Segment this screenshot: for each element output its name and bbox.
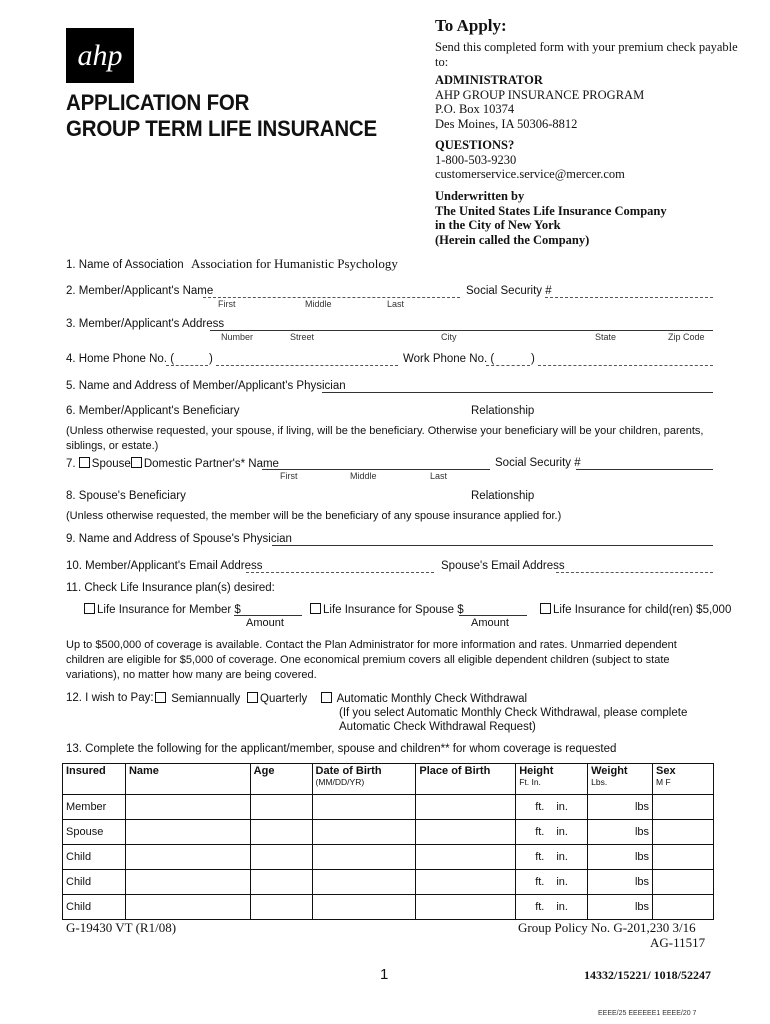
table-header-row — [63, 764, 714, 795]
col-insured: Insured — [63, 764, 126, 795]
row-insured-label: Spouse — [63, 820, 126, 845]
age-cell[interactable] — [250, 870, 312, 895]
quarterly-option — [247, 692, 307, 705]
q6-label: 6. Member/Applicant's Beneficiary — [66, 405, 240, 417]
spouse-ssn-field[interactable] — [576, 469, 713, 470]
underwriter-line: in the City of New York — [435, 218, 561, 232]
sub-first: First — [218, 299, 236, 309]
q7-number: 7. — [66, 458, 76, 470]
apply-instructions: Send this completed form with your premium check payable to: — [435, 40, 738, 69]
q8-label: 8. Spouse's Beneficiary — [66, 490, 186, 502]
pob-cell[interactable] — [416, 870, 516, 895]
auto-withdrawal-checkbox[interactable] — [321, 692, 332, 703]
age-cell[interactable] — [250, 895, 312, 920]
q3-label: 3. Member/Applicant's Address — [66, 318, 225, 330]
row-insured-label: Child — [63, 895, 126, 920]
auto-withdrawal-note: Automatic Check Withdrawal Request) — [339, 721, 536, 733]
name-cell[interactable] — [125, 795, 250, 820]
name-cell[interactable] — [125, 870, 250, 895]
member-plan-option — [84, 603, 241, 616]
q11-note: Up to $500,000 of coverage is available. Contact the Plan Administrator for more information and rates. Unmarried dependent children are eligible for $5,000 of coverage. One economical premium covers all eligible dependent children (subject to state variations), no matter how many are being covered. — [66, 639, 677, 681]
underwriter-line: Underwritten by — [435, 189, 525, 203]
table-row — [63, 895, 714, 920]
name-cell[interactable] — [125, 845, 250, 870]
quarterly-label: Quarterly — [260, 693, 308, 705]
child-plan-checkbox[interactable] — [540, 603, 551, 614]
form-number: G-19430 VT (R1/08) — [66, 920, 177, 935]
member-plan-label: Life Insurance for Member $ — [97, 604, 241, 616]
height-cell[interactable] — [516, 845, 588, 870]
member-amount-label: Amount — [246, 617, 284, 629]
work-phone-field[interactable] — [538, 365, 713, 366]
sub-middle: Middle — [350, 471, 377, 481]
sub-zip: Zip Code — [668, 332, 705, 342]
q7-label — [66, 457, 279, 470]
weight-cell[interactable] — [588, 870, 653, 895]
row-insured-label: Child — [63, 870, 126, 895]
admin-label: ADMINISTRATOR — [435, 73, 543, 87]
in-unit: in. — [556, 901, 568, 913]
questions-label: QUESTIONS? — [435, 138, 515, 152]
work-area-code-field[interactable] — [486, 365, 530, 366]
col-weight — [588, 764, 653, 795]
sex-cell[interactable] — [653, 870, 714, 895]
form-title-line1: APPLICATION FOR — [66, 90, 250, 115]
form-title-line2: GROUP TERM LIFE INSURANCE — [66, 116, 377, 141]
lbs-unit: lbs — [634, 801, 650, 813]
home-phone-field[interactable] — [216, 365, 398, 366]
spouse-amount-label: Amount — [471, 617, 509, 629]
auto-withdrawal-option — [321, 692, 527, 705]
col-sex-label: Sex — [656, 765, 676, 777]
in-unit: in. — [556, 801, 568, 813]
q1-label: 1. Name of Association — [66, 259, 184, 271]
member-plan-checkbox[interactable] — [84, 603, 95, 614]
auto-withdrawal-label: Automatic Monthly Check Withdrawal — [336, 693, 528, 705]
in-unit: in. — [556, 876, 568, 888]
name-cell[interactable] — [125, 820, 250, 845]
ft-unit: ft. — [535, 826, 545, 838]
col-height — [516, 764, 588, 795]
quarterly-checkbox[interactable] — [247, 692, 258, 703]
semiannual-checkbox[interactable] — [155, 692, 166, 703]
lbs-unit: lbs — [634, 851, 650, 863]
col-dob-sub: (MM/DD/YR) — [315, 777, 365, 787]
col-weight-label: Weight — [591, 765, 628, 777]
pob-cell[interactable] — [416, 820, 516, 845]
child-plan-label: Life Insurance for child(ren) $5,000 — [553, 604, 732, 616]
ag-number: AG-11517 — [650, 935, 706, 950]
lbs-unit: lbs — [634, 876, 650, 888]
row-insured-label: Member — [63, 795, 126, 820]
q5-label: 5. Name and Address of Member/Applicant's Physician — [66, 380, 346, 392]
table-row — [63, 820, 714, 845]
coverage-table — [62, 763, 714, 920]
col-sex-sub: M F — [656, 777, 671, 787]
footer-codes: 14332/15221/ 1018/52247 — [584, 968, 712, 982]
weight-cell[interactable] — [588, 895, 653, 920]
physician-field[interactable] — [322, 392, 713, 393]
domestic-partner-label: Domestic Partner's* Name — [143, 458, 279, 470]
email-address[interactable]: customerservice.service@mercer.com — [435, 167, 625, 181]
sex-cell[interactable] — [653, 820, 714, 845]
q9-label: 9. Name and Address of Spouse's Physician — [66, 533, 292, 545]
spouse-email-field[interactable] — [556, 572, 713, 573]
sub-first: First — [280, 471, 298, 481]
name-cell[interactable] — [125, 895, 250, 920]
age-cell[interactable] — [250, 820, 312, 845]
spouse-email-label: Spouse's Email Address — [441, 560, 565, 572]
col-age: Age — [250, 764, 312, 795]
spouse-name-field[interactable] — [262, 469, 490, 470]
q10-label: 10. Member/Applicant's Email Address — [66, 560, 263, 572]
q11-label: 11. Check Life Insurance plan(s) desired: — [66, 582, 275, 594]
q2-ssn-label: Social Security # — [466, 285, 552, 297]
sub-last: Last — [430, 471, 448, 481]
admin-line: AHP GROUP INSURANCE PROGRAM — [435, 88, 645, 102]
auto-withdrawal-note: (If you select Automatic Monthly Check Withdrawal, please complete — [339, 707, 688, 719]
lbs-unit: lbs — [634, 901, 650, 913]
weight-cell[interactable] — [588, 820, 653, 845]
sub-last: Last — [387, 299, 405, 309]
q13-label: 13. Complete the following for the applicant/member, spouse and children** for whom coverage is requested — [66, 743, 617, 755]
ft-unit: ft. — [535, 801, 545, 813]
dob-cell[interactable] — [312, 845, 416, 870]
sub-city: City — [441, 332, 457, 342]
ahp-logo: ahp — [66, 28, 134, 83]
semiannual-label: Semiannually — [171, 693, 241, 705]
pob-cell[interactable] — [416, 845, 516, 870]
col-height-label: Height — [519, 765, 554, 777]
height-cell[interactable] — [516, 895, 588, 920]
q8-relationship-label: Relationship — [471, 490, 535, 502]
member-email-field[interactable] — [246, 572, 434, 573]
col-dob — [312, 764, 416, 795]
spouse-plan-option — [310, 603, 464, 616]
dob-cell[interactable] — [312, 795, 416, 820]
q2-label: 2. Member/Applicant's Name — [66, 285, 214, 297]
paren-close: ) — [209, 353, 213, 365]
table-row — [63, 795, 714, 820]
member-address-field[interactable] — [210, 330, 713, 331]
sub-state: State — [595, 332, 617, 342]
admin-line: Des Moines, IA 50306-8812 — [435, 117, 578, 131]
dob-cell[interactable] — [312, 895, 416, 920]
member-ssn-field[interactable] — [545, 297, 713, 298]
q8-note: (Unless otherwise requested, the member will be the beneficiary of any spouse insurance applied for.) — [66, 510, 562, 522]
sub-number: Number — [221, 332, 254, 342]
ft-unit: ft. — [535, 901, 545, 913]
ft-unit: ft. — [535, 876, 545, 888]
pob-cell[interactable] — [416, 895, 516, 920]
height-cell[interactable] — [516, 820, 588, 845]
weight-cell[interactable] — [588, 795, 653, 820]
semiannual-option — [155, 692, 240, 705]
underwriter-line: (Herein called the Company) — [435, 233, 590, 247]
row-insured-label: Child — [63, 845, 126, 870]
footer-tiny-codes: EEEE/25 EEEEEE1 EEEE/20 7 — [598, 1010, 697, 1017]
q12-label: 12. I wish to Pay: — [66, 692, 154, 704]
table-row — [63, 845, 714, 870]
spouse-plan-label: Life Insurance for Spouse $ — [323, 604, 464, 616]
phone-number: 1-800-503-9230 — [435, 153, 517, 167]
in-unit: in. — [556, 851, 568, 863]
q4-label: 4. Home Phone No. ( — [66, 353, 175, 365]
height-cell[interactable] — [516, 870, 588, 895]
table-row — [63, 870, 714, 895]
q6-relationship-label: Relationship — [471, 405, 535, 417]
col-weight-sub: Lbs. — [591, 777, 608, 787]
member-name-field[interactable] — [203, 297, 460, 298]
ft-unit: ft. — [535, 851, 545, 863]
home-area-code-field[interactable] — [166, 365, 208, 366]
domestic-partner-checkbox[interactable] — [131, 457, 142, 468]
q7-ssn-label: Social Security # — [495, 457, 581, 469]
sex-cell[interactable] — [653, 845, 714, 870]
admin-line: P.O. Box 10374 — [435, 102, 515, 116]
spouse-label: Spouse — [91, 458, 131, 470]
spouse-plan-checkbox[interactable] — [310, 603, 321, 614]
col-pob: Place of Birth — [416, 764, 516, 795]
q6-note: (Unless otherwise requested, your spouse, if living, will be the beneficiary. Otherwise your beneficiary will be your children, parents, siblings, or estate.) — [66, 425, 704, 452]
child-plan-option — [540, 603, 731, 616]
association-name-value[interactable]: Association for Humanistic Psychology — [191, 256, 398, 271]
work-phone-label: Work Phone No. ( — [403, 353, 495, 365]
member-amount-field[interactable] — [234, 615, 302, 616]
dob-cell[interactable] — [312, 820, 416, 845]
dob-cell[interactable] — [312, 870, 416, 895]
col-height-sub: Ft. In. — [519, 777, 541, 787]
age-cell[interactable] — [250, 845, 312, 870]
sub-street: Street — [290, 332, 315, 342]
age-cell[interactable] — [250, 795, 312, 820]
weight-cell[interactable] — [588, 845, 653, 870]
spouse-checkbox[interactable] — [79, 457, 90, 468]
page-number: 1 — [380, 966, 389, 983]
col-name: Name — [125, 764, 250, 795]
underwriter-line: The United States Life Insurance Company — [435, 204, 667, 218]
col-sex — [653, 764, 714, 795]
sub-middle: Middle — [305, 299, 332, 309]
height-cell[interactable] — [516, 795, 588, 820]
pob-cell[interactable] — [416, 795, 516, 820]
spouse-physician-field[interactable] — [272, 545, 713, 546]
lbs-unit: lbs — [634, 826, 650, 838]
col-dob-label: Date of Birth — [315, 765, 382, 777]
sex-cell[interactable] — [653, 795, 714, 820]
to-apply-heading: To Apply: — [435, 16, 507, 35]
sex-cell[interactable] — [653, 895, 714, 920]
paren-close: ) — [531, 353, 535, 365]
spouse-amount-field[interactable] — [459, 615, 527, 616]
in-unit: in. — [556, 826, 568, 838]
group-policy-number: Group Policy No. G-201,230 3/16 — [518, 920, 696, 935]
